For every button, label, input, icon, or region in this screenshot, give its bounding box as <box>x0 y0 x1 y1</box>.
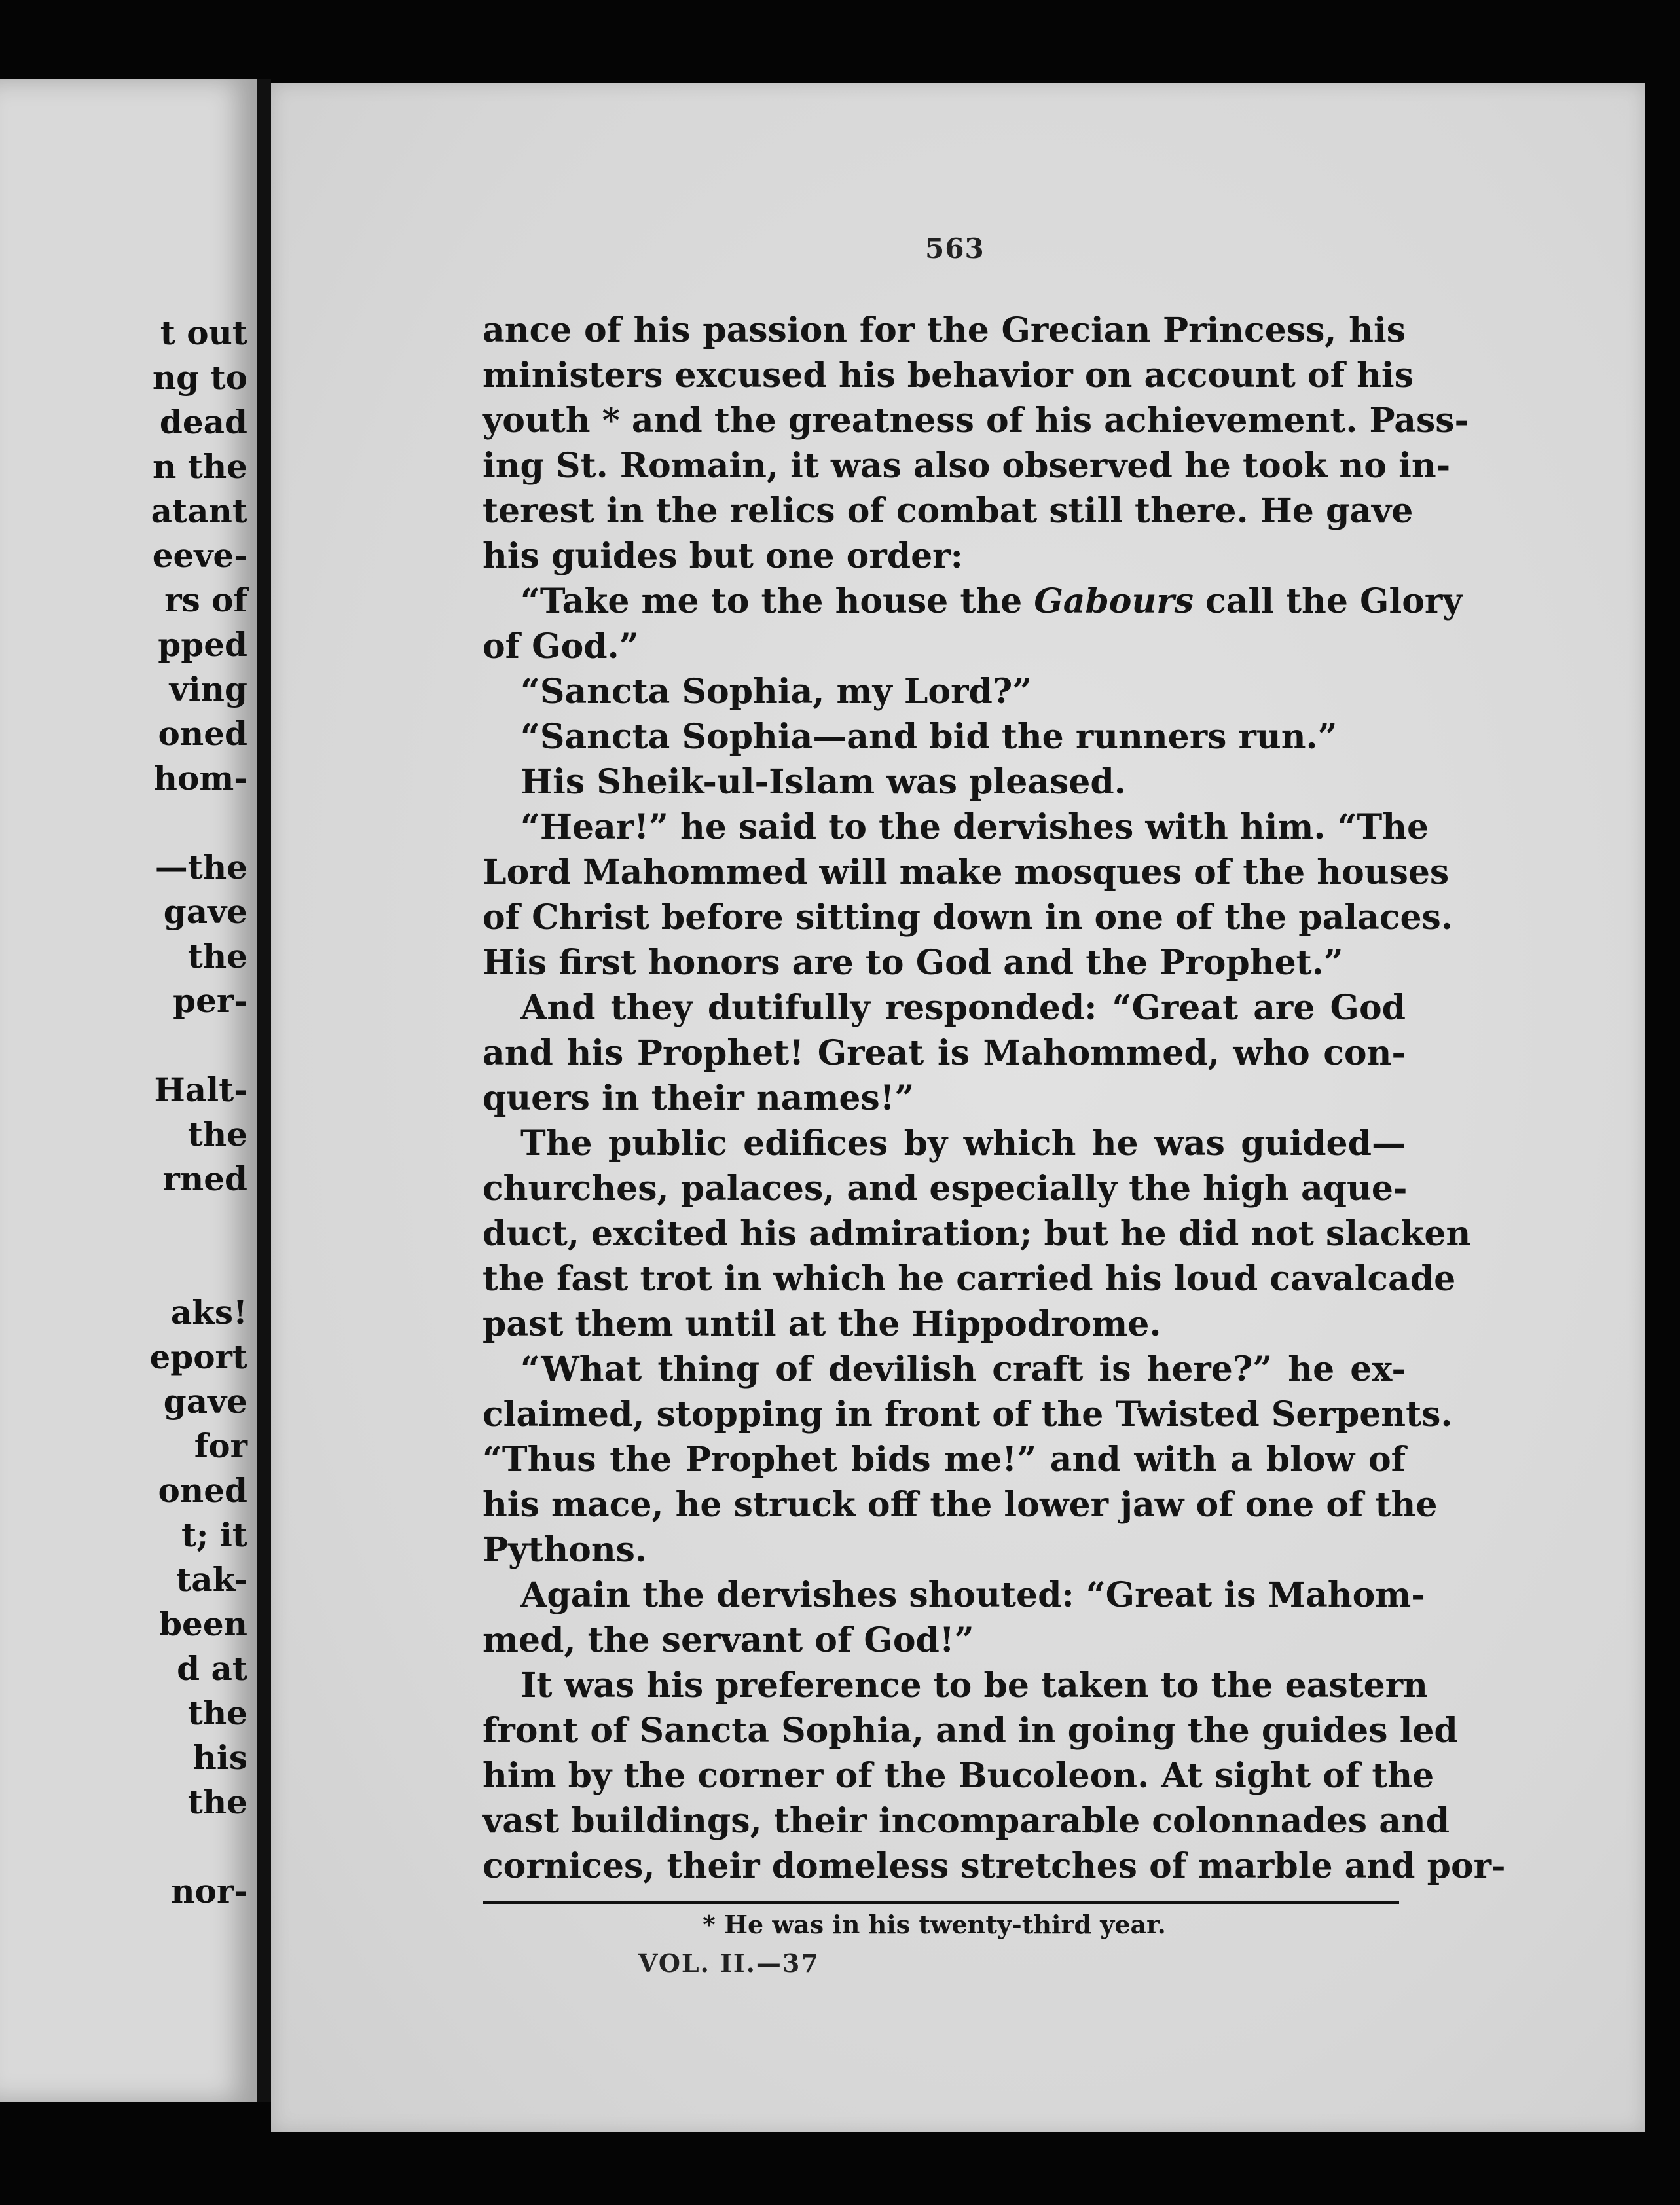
text-line: his guides but one order: <box>483 536 963 576</box>
text-line: ministers excused his behavior on account of his <box>483 355 1414 395</box>
left-page-fragment: oned <box>158 1471 247 1510</box>
text-line: His Sheik-ul-Islam was pleased. <box>520 762 1126 802</box>
text-line: “Sancta Sophia—and bid the runners run.” <box>520 717 1338 757</box>
page-body-text <box>483 308 1506 1889</box>
text-line: med, the servant of God!” <box>483 1620 974 1660</box>
left-page-fragment: for <box>194 1427 247 1465</box>
left-page-fragment: the <box>187 937 247 975</box>
left-page-fragment: gave <box>163 892 247 931</box>
left-page-fragment: hom- <box>153 759 247 797</box>
left-page-fragment: ng to <box>152 358 247 397</box>
signature-mark: VOL. II.—37 <box>638 1948 820 1978</box>
text-line: “Sancta Sophia, my Lord?” <box>520 672 1032 712</box>
left-page-fragment: —the <box>155 848 247 886</box>
left-page-fragment: his <box>192 1738 247 1777</box>
left-page-fragment: gave <box>163 1382 247 1421</box>
left-page-fragment: rs of <box>164 581 247 619</box>
left-page-fragment: pped <box>158 625 247 664</box>
text-line: The public edifices by which he was guided— <box>520 1123 1406 1163</box>
text-line: “Thus the Prophet bids me!” and with a blow of <box>483 1440 1406 1480</box>
left-page-fragment: tak- <box>176 1560 247 1599</box>
left-page-fragment: eport <box>149 1338 247 1376</box>
text-line: Lord Mahommed will make mosques of the houses <box>483 852 1450 892</box>
page-number: 563 <box>925 232 985 264</box>
left-page-fragment: d at <box>177 1649 247 1688</box>
text-line: duct, excited his admiration; but he did not slacken <box>483 1214 1471 1254</box>
footnote: * He was in his twenty-third year. <box>703 1910 1166 1939</box>
left-page-fragment: the <box>187 1694 247 1732</box>
text-line: and his Prophet! Great is Mahommed, who con- <box>483 1033 1406 1073</box>
text-line: ance of his passion for the Grecian Princess, his <box>483 310 1406 350</box>
left-page-fragment: the <box>187 1115 247 1154</box>
italic-word: Gabours <box>1034 581 1194 621</box>
left-page-fragment <box>149 801 247 845</box>
left-page-fragment: aks! <box>170 1293 247 1332</box>
text-line: vast buildings, their incomparable colonnades and <box>483 1801 1450 1841</box>
text-line: It was his preference to be taken to the eastern <box>520 1666 1428 1705</box>
left-page-fragment <box>149 1201 247 1246</box>
text-line: past them until at the Hippodrome. <box>483 1304 1161 1344</box>
text-line: of God.” <box>483 627 639 666</box>
left-page-fragments <box>149 311 247 1914</box>
left-page-fragment: ving <box>169 670 247 708</box>
text-line: him by the corner of the Bucoleon. At sight of the <box>483 1756 1434 1796</box>
text-line: terest in the relics of combat still there. He gave <box>483 491 1414 531</box>
text-line: ing St. Romain, it was also observed he took no in- <box>483 446 1451 486</box>
left-page-fragment <box>149 1246 247 1290</box>
left-page-fragment: t out <box>160 314 247 352</box>
left-page-fragment: eeve- <box>152 536 247 575</box>
left-page-fragment: rned <box>162 1159 247 1198</box>
text-line: churches, palaces, and especially the high aque- <box>483 1169 1408 1209</box>
text-line: “Hear!” he said to the dervishes with him. “The <box>520 807 1429 847</box>
left-page-fragment: atant <box>151 492 247 530</box>
left-page-fragment <box>149 1023 247 1068</box>
left-facing-page <box>0 79 257 2102</box>
text-line: the fast trot in which he carried his loud cavalcade <box>483 1259 1456 1299</box>
left-page-fragment: oned <box>158 714 247 753</box>
text-line: youth * and the greatness of his achievement. Pass- <box>483 401 1469 441</box>
left-page-fragment: nor- <box>171 1872 247 1910</box>
left-page-fragment: t; it <box>181 1516 247 1554</box>
text-line: cornices, their domeless stretches of marble and por- <box>483 1846 1506 1886</box>
book-gutter <box>257 79 271 2102</box>
footnote-rule <box>483 1901 1399 1904</box>
text-line: his mace, he struck off the lower jaw of one of the <box>483 1485 1438 1525</box>
text-line: front of Sancta Sophia, and in going the guides led <box>483 1711 1458 1751</box>
text-line: Again the dervishes shouted: “Great is Mahom- <box>520 1575 1425 1615</box>
text-line: “What thing of devilish craft is here?” he ex- <box>520 1349 1406 1389</box>
text-line: Pythons. <box>483 1530 648 1570</box>
text-line: His first honors are to God and the Prophet.” <box>483 943 1343 983</box>
left-page-fragment: Halt- <box>154 1070 247 1109</box>
left-page-fragment: n the <box>152 447 247 486</box>
left-page-fragment: per- <box>173 981 247 1020</box>
left-page-fragment: been <box>159 1605 247 1643</box>
text-line: “Take me to the house the Gabours call the Glory <box>520 581 1463 621</box>
text-line: And they dutifully responded: “Great are God <box>520 988 1406 1028</box>
left-page-fragment: the <box>187 1783 247 1821</box>
text-line: quers in their names!” <box>483 1078 915 1118</box>
text-line: of Christ before sitting down in one of the palaces. <box>483 898 1453 938</box>
left-page-fragment <box>149 1825 247 1869</box>
text-line: claimed, stopping in front of the Twisted Serpents. <box>483 1394 1453 1434</box>
left-page-fragment: dead <box>159 403 247 441</box>
